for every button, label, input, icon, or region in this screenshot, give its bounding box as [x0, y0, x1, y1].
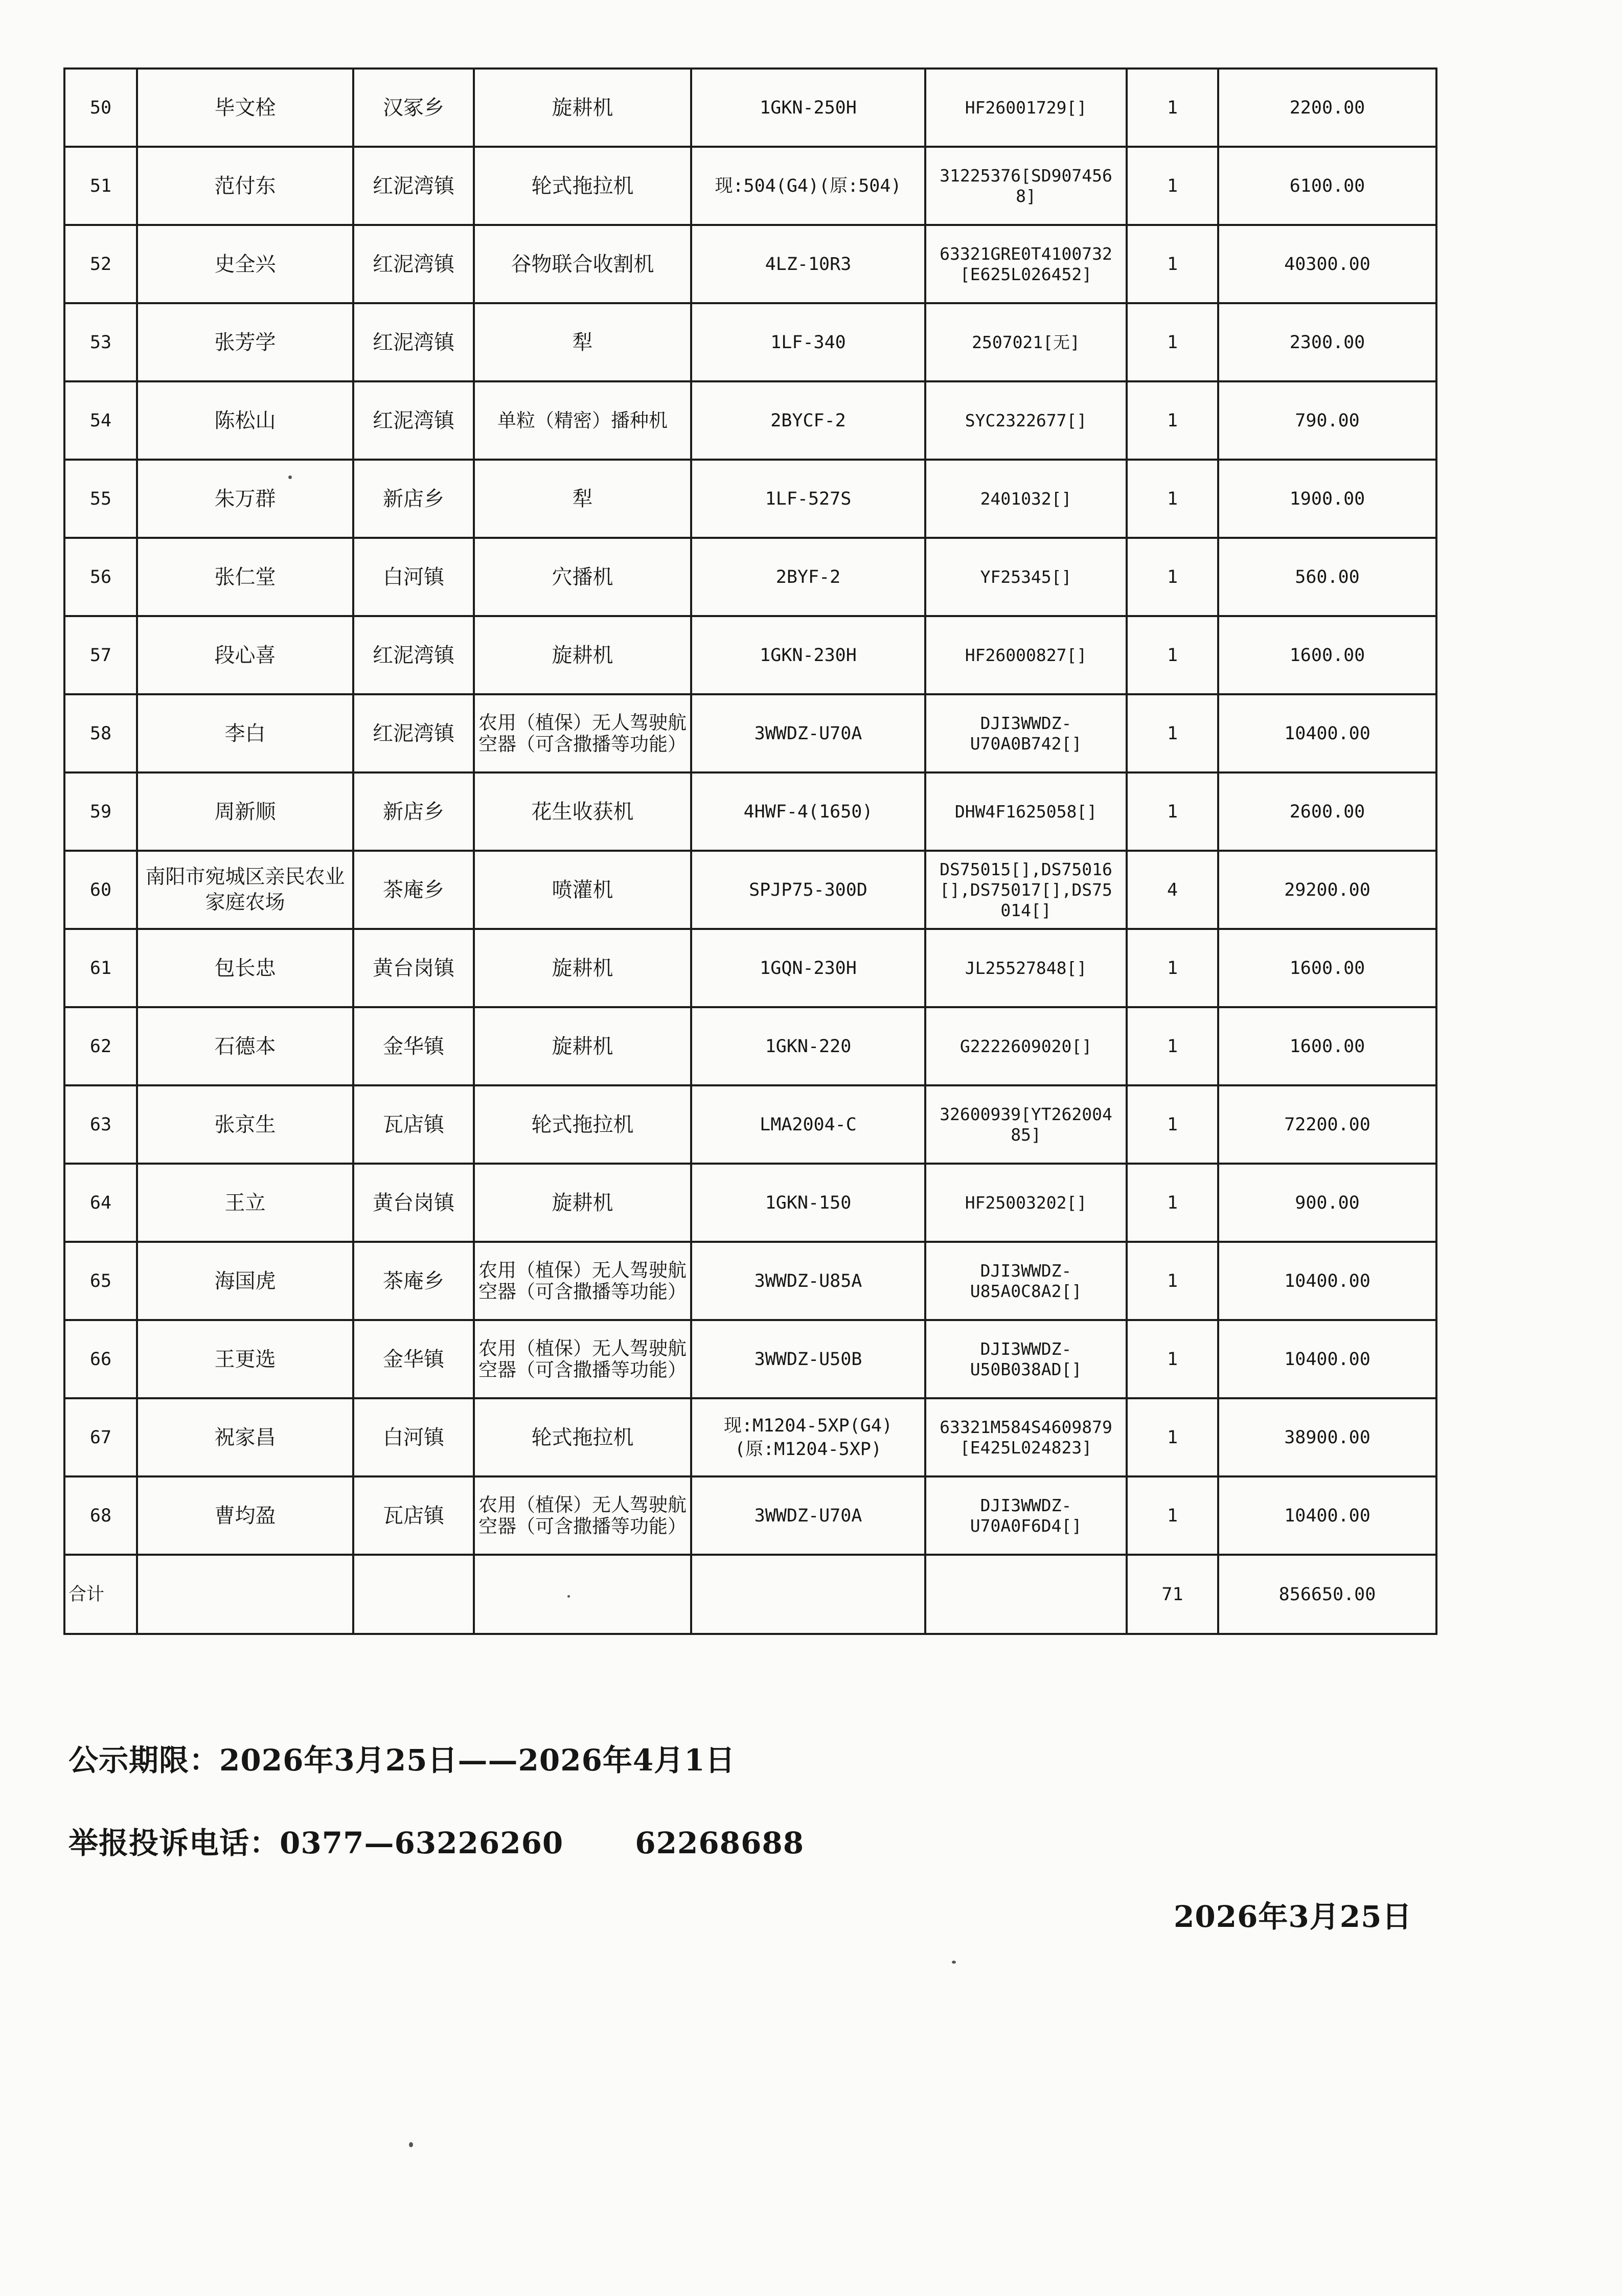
township: 瓦店镇 [353, 1476, 474, 1555]
total-blank-cell [474, 1555, 691, 1634]
machine-type: 农用（植保）无人驾驶航空器（可含撒播等功能） [474, 1320, 691, 1398]
quantity: 1 [1127, 381, 1218, 460]
table-row [64, 69, 1436, 147]
quantity: 4 [1127, 851, 1218, 929]
subsidy-amount: 10400.00 [1218, 1476, 1436, 1555]
row-number: 67 [64, 1398, 137, 1476]
applicant-name: 段心喜 [137, 616, 353, 694]
quantity: 1 [1127, 460, 1218, 538]
machine-type: 轮式拖拉机 [474, 147, 691, 225]
machine-type: 旋耕机 [474, 69, 691, 147]
table-row [64, 1398, 1436, 1476]
serial-number: JL25527848[] [925, 929, 1127, 1007]
table-row [64, 929, 1436, 1007]
quantity: 1 [1127, 694, 1218, 772]
applicant-name: 石德本 [137, 1007, 353, 1085]
row-number: 61 [64, 929, 137, 1007]
hotline-phone-1: 0377—63226260 [280, 1826, 564, 1860]
machine-model: 现:504(G4)(原:504) [691, 147, 925, 225]
machinery-list-table [63, 67, 1437, 1635]
township: 新店乡 [353, 460, 474, 538]
row-number: 50 [64, 69, 137, 147]
machine-type: 农用（植保）无人驾驶航空器（可含撒播等功能） [474, 1242, 691, 1320]
serial-number: DJI3WWDZ- U85A0C8A2[] [925, 1242, 1127, 1320]
serial-number: 32600939[YT262004 85] [925, 1085, 1127, 1164]
serial-number: 63321GRE0T4100732 [E625L026452] [925, 225, 1127, 303]
serial-number: DJI3WWDZ- U70A0F6D4[] [925, 1476, 1127, 1555]
serial-number: HF26000827[] [925, 616, 1127, 694]
machine-model: 2BYCF-2 [691, 381, 925, 460]
total-blank-cell [925, 1555, 1127, 1634]
serial-number: DJI3WWDZ- U50B038AD[] [925, 1320, 1127, 1398]
machine-model: 现:M1204-5XP(G4) (原:M1204-5XP) [691, 1398, 925, 1476]
township: 茶庵乡 [353, 851, 474, 929]
machine-type: 农用（植保）无人驾驶航空器（可含撒播等功能） [474, 1476, 691, 1555]
machine-model: 1LF-527S [691, 460, 925, 538]
machine-model: 2BYF-2 [691, 538, 925, 616]
table-row [64, 303, 1436, 381]
township: 金华镇 [353, 1320, 474, 1398]
quantity: 1 [1127, 1398, 1218, 1476]
subsidy-amount: 900.00 [1218, 1164, 1436, 1242]
total-amount: 856650.00 [1218, 1555, 1436, 1634]
township: 红泥湾镇 [353, 616, 474, 694]
machine-type: 旋耕机 [474, 929, 691, 1007]
township: 汉冢乡 [353, 69, 474, 147]
machine-model: 4HWF-4(1650) [691, 772, 925, 851]
total-blank-cell [137, 1555, 353, 1634]
quantity: 1 [1127, 1164, 1218, 1242]
township: 红泥湾镇 [353, 381, 474, 460]
scan-speck [409, 2142, 413, 2147]
serial-number: 63321M584S4609879 [E425L024823] [925, 1398, 1127, 1476]
machine-model: 1LF-340 [691, 303, 925, 381]
applicant-name: 张芳学 [137, 303, 353, 381]
machine-type: 旋耕机 [474, 1164, 691, 1242]
subsidy-amount: 10400.00 [1218, 694, 1436, 772]
township: 瓦店镇 [353, 1085, 474, 1164]
quantity: 1 [1127, 538, 1218, 616]
table-row [64, 694, 1436, 772]
table-row [64, 1007, 1436, 1085]
subsidy-amount: 1600.00 [1218, 929, 1436, 1007]
applicant-name: 张仁堂 [137, 538, 353, 616]
subsidy-amount: 1900.00 [1218, 460, 1436, 538]
serial-number: 2507021[无] [925, 303, 1127, 381]
applicant-name: 周新顺 [137, 772, 353, 851]
quantity: 1 [1127, 1476, 1218, 1555]
serial-number: SYC2322677[] [925, 381, 1127, 460]
quantity: 1 [1127, 303, 1218, 381]
quantity: 1 [1127, 147, 1218, 225]
row-number: 57 [64, 616, 137, 694]
serial-number: DHW4F1625058[] [925, 772, 1127, 851]
machine-model: 1GKN-220 [691, 1007, 925, 1085]
machine-type: 农用（植保）无人驾驶航空器（可含撒播等功能） [474, 694, 691, 772]
table-row [64, 851, 1436, 929]
machine-model: 3WWDZ-U70A [691, 694, 925, 772]
row-number: 52 [64, 225, 137, 303]
quantity: 1 [1127, 1085, 1218, 1164]
applicant-name: 祝家昌 [137, 1398, 353, 1476]
quantity: 1 [1127, 616, 1218, 694]
hotline-phone-2: 62268688 [635, 1826, 805, 1860]
scan-speck [288, 475, 292, 479]
subsidy-table [63, 67, 1435, 1686]
machine-type: 喷灌机 [474, 851, 691, 929]
table-row [64, 616, 1436, 694]
applicant-name: 李白 [137, 694, 353, 772]
table-row [64, 1320, 1436, 1398]
machine-type: 花生收获机 [474, 772, 691, 851]
applicant-name: 王更选 [137, 1320, 353, 1398]
quantity: 1 [1127, 225, 1218, 303]
table-row [64, 538, 1436, 616]
table-row [64, 381, 1436, 460]
total-row [64, 1555, 1436, 1634]
township: 白河镇 [353, 538, 474, 616]
total-blank-cell [353, 1555, 474, 1634]
township: 红泥湾镇 [353, 694, 474, 772]
row-number: 58 [64, 694, 137, 772]
row-number: 64 [64, 1164, 137, 1242]
applicant-name: 南阳市宛城区亲民农业家庭农场 [137, 851, 353, 929]
quantity: 1 [1127, 1007, 1218, 1085]
notice-date: 2026年3月25日 [1174, 1899, 1412, 1934]
machine-type: 旋耕机 [474, 1007, 691, 1085]
serial-number: DJI3WWDZ- U70A0B742[] [925, 694, 1127, 772]
township: 红泥湾镇 [353, 147, 474, 225]
applicant-name: 曹均盈 [137, 1476, 353, 1555]
row-number: 53 [64, 303, 137, 381]
quantity: 1 [1127, 1320, 1218, 1398]
row-number: 51 [64, 147, 137, 225]
subsidy-amount: 2300.00 [1218, 303, 1436, 381]
notice-period: 公示期限：2026年3月25日——2026年4月1日 [68, 1743, 736, 1778]
subsidy-amount: 2600.00 [1218, 772, 1436, 851]
serial-number: DS75015[],DS75016 [],DS75017[],DS75 014[] [925, 851, 1127, 929]
row-number: 62 [64, 1007, 137, 1085]
row-number: 63 [64, 1085, 137, 1164]
quantity: 1 [1127, 69, 1218, 147]
quantity: 1 [1127, 772, 1218, 851]
applicant-name: 海国虎 [137, 1242, 353, 1320]
serial-number: HF25003202[] [925, 1164, 1127, 1242]
machine-model: 3WWDZ-U50B [691, 1320, 925, 1398]
township: 红泥湾镇 [353, 303, 474, 381]
serial-number: 2401032[] [925, 460, 1127, 538]
machine-type: 单粒（精密）播种机 [474, 381, 691, 460]
machine-type: 轮式拖拉机 [474, 1398, 691, 1476]
machine-type: 犁 [474, 303, 691, 381]
table-row [64, 1476, 1436, 1555]
applicant-name: 朱万群 [137, 460, 353, 538]
row-number: 60 [64, 851, 137, 929]
serial-number: YF25345[] [925, 538, 1127, 616]
subsidy-amount: 40300.00 [1218, 225, 1436, 303]
table-row [64, 460, 1436, 538]
machine-model: 1GKN-250H [691, 69, 925, 147]
row-number: 68 [64, 1476, 137, 1555]
machine-model: 1GKN-230H [691, 616, 925, 694]
township: 红泥湾镇 [353, 225, 474, 303]
machine-model: 3WWDZ-U85A [691, 1242, 925, 1320]
applicant-name: 史全兴 [137, 225, 353, 303]
machine-model: SPJP75-300D [691, 851, 925, 929]
table-row [64, 225, 1436, 303]
scan-speck [952, 1961, 956, 1964]
subsidy-amount: 2200.00 [1218, 69, 1436, 147]
subsidy-amount: 38900.00 [1218, 1398, 1436, 1476]
township: 新店乡 [353, 772, 474, 851]
machine-model: 1GQN-230H [691, 929, 925, 1007]
serial-number: G2222609020[] [925, 1007, 1127, 1085]
table-row [64, 772, 1436, 851]
machine-type: 谷物联合收割机 [474, 225, 691, 303]
table-row [64, 147, 1436, 225]
township: 金华镇 [353, 1007, 474, 1085]
township: 黄台岗镇 [353, 929, 474, 1007]
machine-type: 旋耕机 [474, 616, 691, 694]
row-number: 65 [64, 1242, 137, 1320]
subsidy-amount: 6100.00 [1218, 147, 1436, 225]
machine-model: 3WWDZ-U70A [691, 1476, 925, 1555]
machine-model: 4LZ-10R3 [691, 225, 925, 303]
subsidy-amount: 72200.00 [1218, 1085, 1436, 1164]
township: 黄台岗镇 [353, 1164, 474, 1242]
quantity: 1 [1127, 1242, 1218, 1320]
total-label: 合计 [64, 1555, 137, 1634]
subsidy-amount: 790.00 [1218, 381, 1436, 460]
table-row [64, 1242, 1436, 1320]
machine-model: LMA2004-C [691, 1085, 925, 1164]
row-number: 54 [64, 381, 137, 460]
subsidy-amount: 10400.00 [1218, 1242, 1436, 1320]
row-number: 56 [64, 538, 137, 616]
machine-model: 1GKN-150 [691, 1164, 925, 1242]
applicant-name: 包长忠 [137, 929, 353, 1007]
applicant-name: 张京生 [137, 1085, 353, 1164]
applicant-name: 陈松山 [137, 381, 353, 460]
applicant-name: 王立 [137, 1164, 353, 1242]
serial-number: HF26001729[] [925, 69, 1127, 147]
total-quantity: 71 [1127, 1555, 1218, 1634]
hotline-label: 举报投诉电话： [68, 1826, 280, 1860]
complaint-hotline [68, 1819, 804, 1862]
subsidy-amount: 29200.00 [1218, 851, 1436, 929]
machine-type: 轮式拖拉机 [474, 1085, 691, 1164]
scan-speck [567, 1595, 570, 1598]
subsidy-amount: 1600.00 [1218, 1007, 1436, 1085]
subsidy-amount: 10400.00 [1218, 1320, 1436, 1398]
township: 茶庵乡 [353, 1242, 474, 1320]
row-number: 66 [64, 1320, 137, 1398]
subsidy-amount: 1600.00 [1218, 616, 1436, 694]
machine-type: 穴播机 [474, 538, 691, 616]
row-number: 59 [64, 772, 137, 851]
total-blank-cell [691, 1555, 925, 1634]
row-number: 55 [64, 460, 137, 538]
table-row [64, 1085, 1436, 1164]
applicant-name: 毕文栓 [137, 69, 353, 147]
subsidy-amount: 560.00 [1218, 538, 1436, 616]
machine-type: 犁 [474, 460, 691, 538]
applicant-name: 范付东 [137, 147, 353, 225]
table-row [64, 1164, 1436, 1242]
township: 白河镇 [353, 1398, 474, 1476]
serial-number: 31225376[SD907456 8] [925, 147, 1127, 225]
quantity: 1 [1127, 929, 1218, 1007]
